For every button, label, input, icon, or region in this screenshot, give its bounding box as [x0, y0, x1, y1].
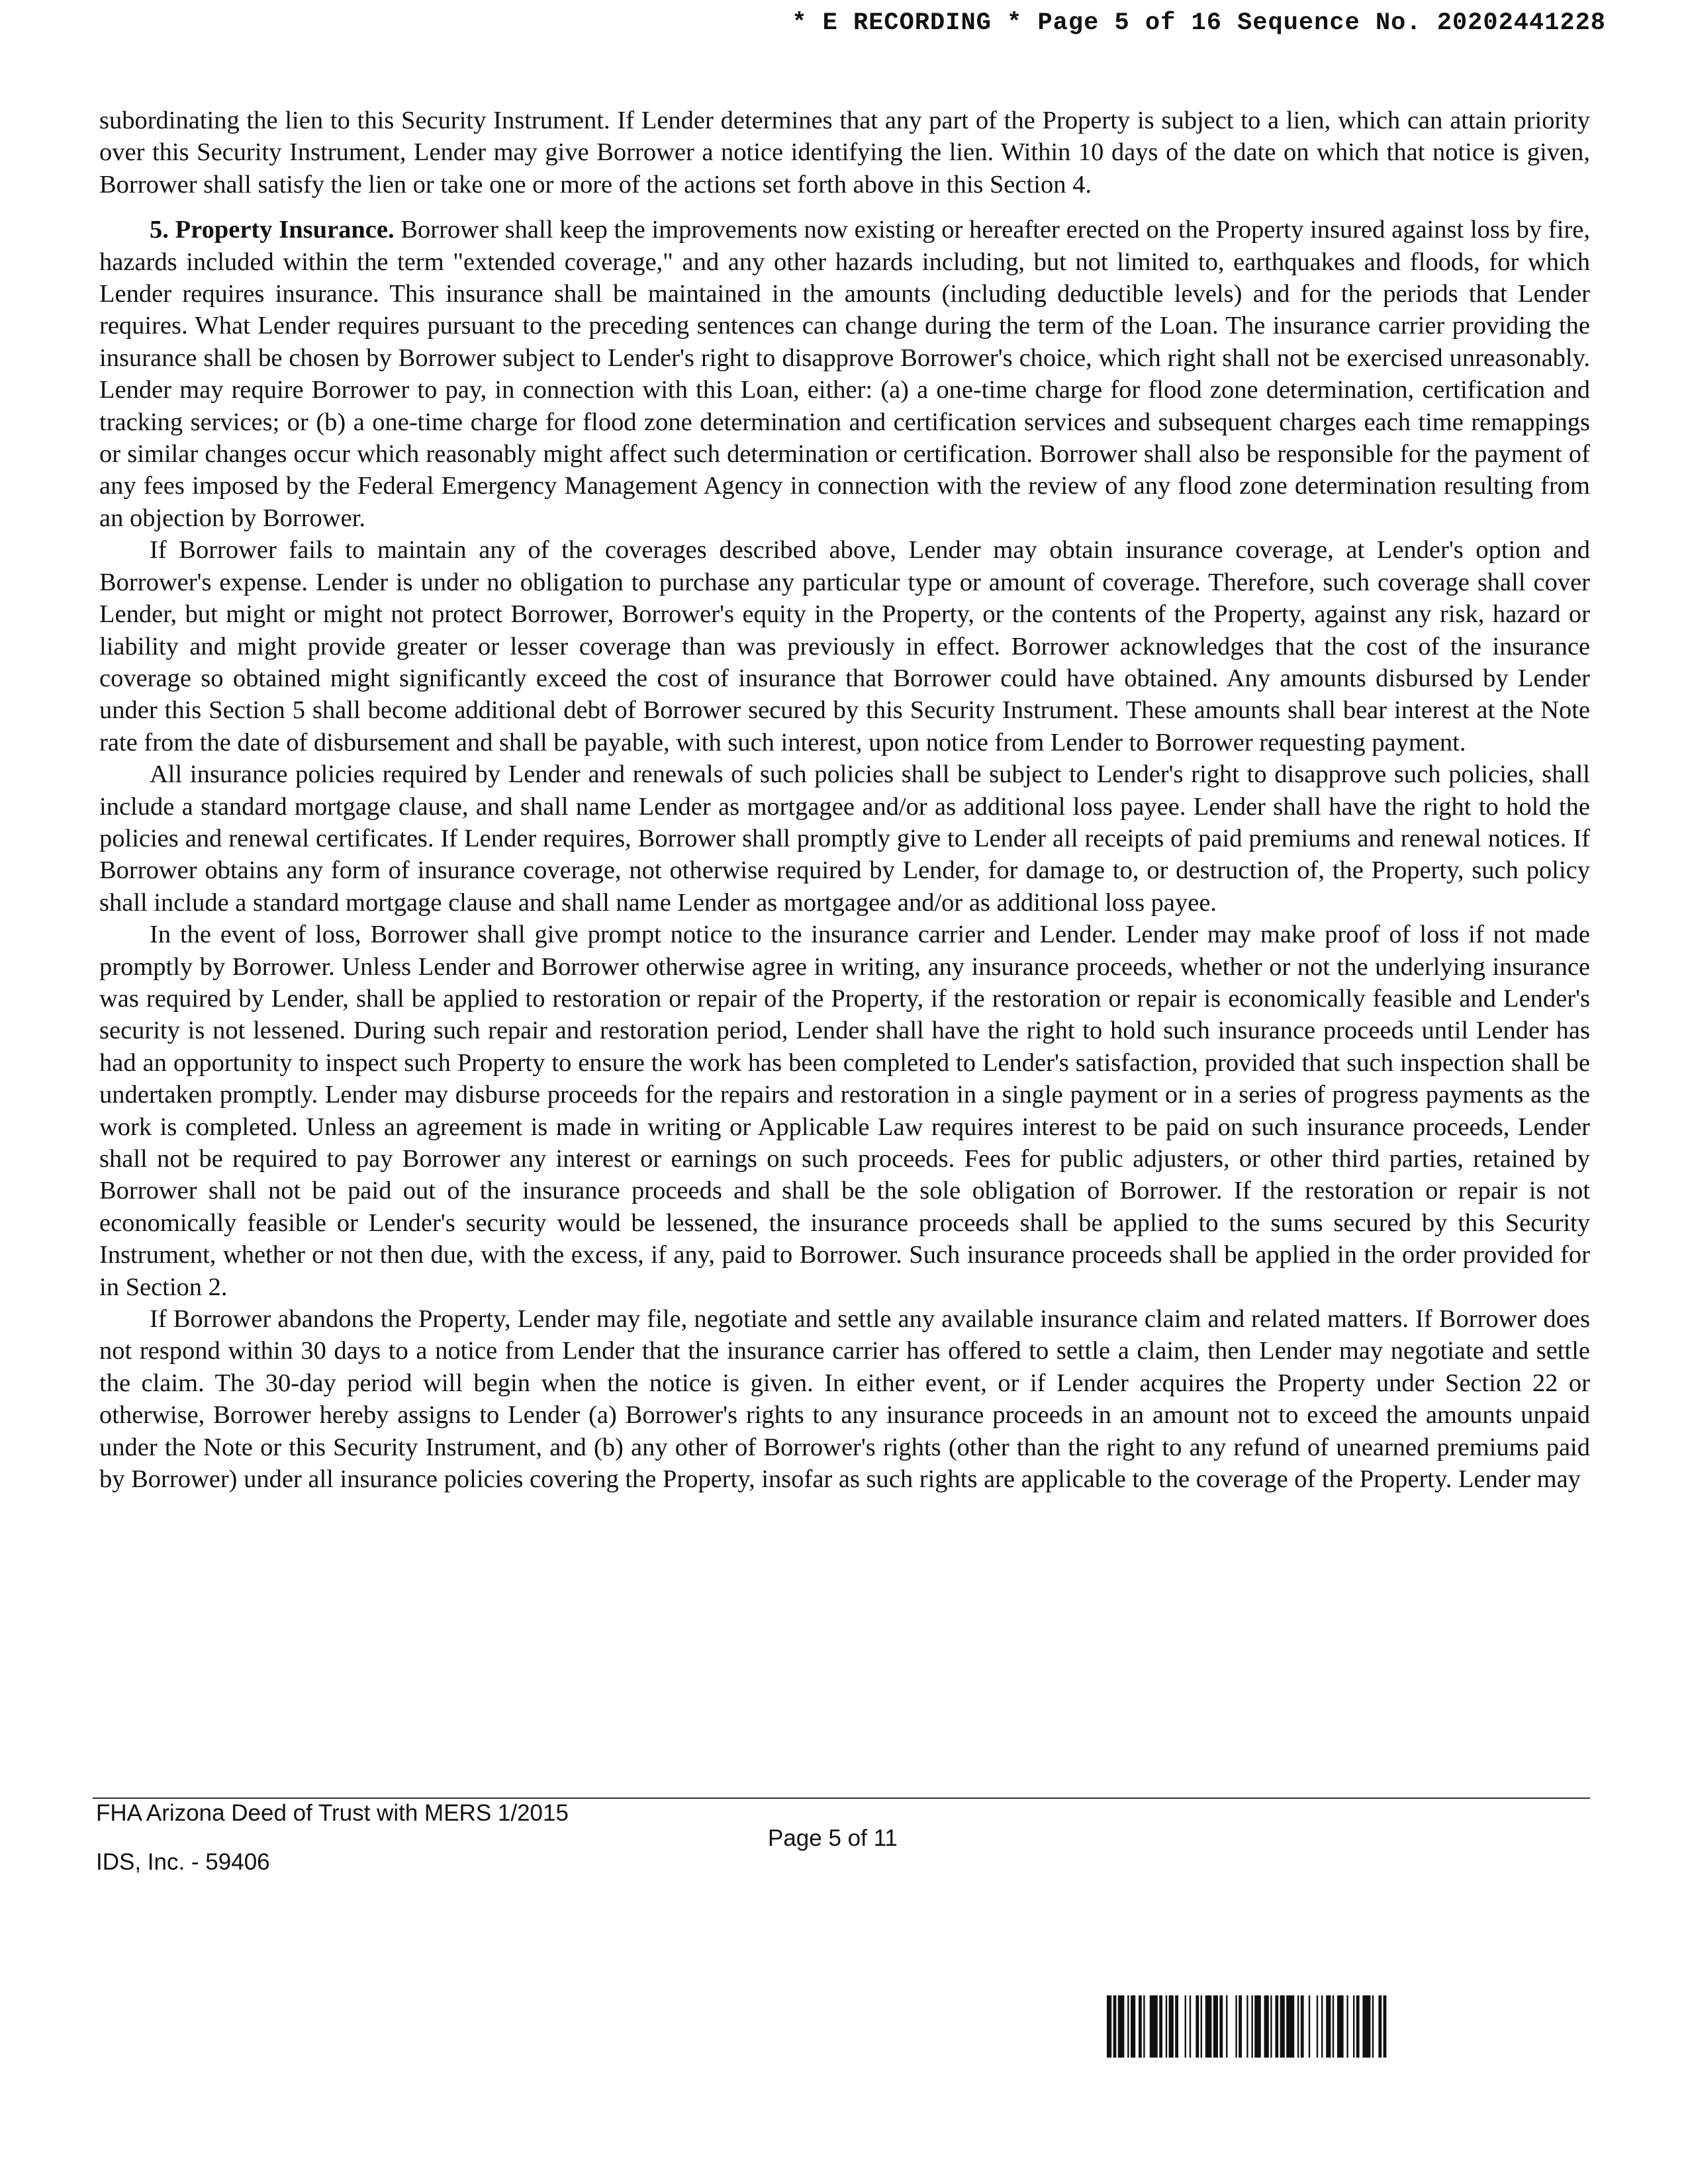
document-body — [99, 105, 1590, 1495]
footer-vendor: IDS, Inc. - 59406 — [96, 1849, 270, 1875]
footer-form-name: FHA Arizona Deed of Trust with MERS 1/2015 — [96, 1800, 569, 1826]
paragraph-lender-coverage: If Borrower fails to maintain any of the coverages described above, Lender may obtain insurance coverage, at Lender's option and Borrower's expense. Lender is under no obligation to purchase any particular type or amount of coverage. Therefore, such coverage shall cover Lender, but might or might not protect Borrower, Borrower's equity in the Property, or the contents of the Property, against any risk, hazard or liability and might provide greater or lesser coverage than was previously in effect. Borrower acknowledges that the cost of the insurance coverage so obtained might significantly exceed the cost of insurance that Borrower could have obtained. Any amounts disbursed by Lender under this Section 5 shall become additional debt of Borrower secured by this Security Instrument. These amounts shall bear interest at the Note rate from the date of disbursement and shall be payable, with such interest, upon notice from Lender to Borrower requesting payment. — [99, 536, 1590, 756]
paragraph-insurance-policies: All insurance policies required by Lender and renewals of such policies shall be subject to Lender's right to disapprove such policies, shall include a standard mortgage clause, and shall name Lender as mortgagee and/or as additional loss payee. Lender shall have the right to hold the policies and renewal certificates. If Lender requires, Borrower shall promptly give to Lender all receipts of paid premiums and renewal notices. If Borrower obtains any form of insurance coverage, not otherwise required by Lender, for damage to, or destruction of, the Property, such policy shall include a standard mortgage clause and shall name Lender as mortgagee and/or as additional loss payee. — [99, 760, 1590, 917]
footer-divider — [93, 1797, 1590, 1799]
section5-text: Borrower shall keep the improvements now existing or hereafter erected on the Property insured against loss by fire, hazards included within the term "extended coverage," and any other hazards including, but not limited to, earthquakes and floods, for which Lender requires insurance. This insurance shall be maintained in the amounts (including deductible levels) and for the periods that Lender requires. What Lender requires pursuant to the preceding sentences can change during the term of the Loan. The insurance carrier providing the insurance shall be chosen by Borrower subject to Lender's right to disapprove Borrower's choice, which right shall not be exercised unreasonably. Lender may require Borrower to pay, in connection with this Loan, either: (a) a one-time charge for flood zone determination, certification and tracking services; or (b) a one-time charge for flood zone determination and certification services and subsequent charges each time remappings or similar changes occur which reasonably might affect such determination or certification. Borrower shall also be responsible for the payment of any fees imposed by the Federal Emergency Management Agency in connection with the review of any flood zone determination resulting from an objection by Borrower. — [99, 216, 1590, 532]
recording-header: * E RECORDING * Page 5 of 16 Sequence No. 20202441228 — [792, 9, 1606, 37]
footer-page-number: Page 5 of 11 — [768, 1825, 898, 1851]
barcode-icon — [1107, 1995, 1583, 2058]
paragraph-event-of-loss: In the event of loss, Borrower shall give prompt notice to the insurance carrier and Lender. Lender may make proof of loss if not made promptly by Borrower. Unless Lender and Borrower otherwise agree in writing, any insurance proceeds, whether or not the underlying insurance was required by Lender, shall be applied to restoration or repair of the Property, if the restoration or repair is economically feasible and Lender's security is not lessened. During such repair and restoration period, Lender shall have the right to hold such insurance proceeds until Lender has had an opportunity to inspect such Property to ensure the work has been completed to Lender's satisfaction, provided that such inspection shall be undertaken promptly. Lender may disburse proceeds for the repairs and restoration in a single payment or in a series of progress payments as the work is completed. Unless an agreement is made in writing or Applicable Law requires interest to be paid on such insurance proceeds, Lender shall not be required to pay Borrower any interest or earnings on such proceeds. Fees for public adjusters, or other third parties, retained by Borrower shall not be paid out of the insurance proceeds and shall be the sole obligation of Borrower. If the restoration or repair is not economically feasible or Lender's security would be lessened, the insurance proceeds shall be applied to the sums secured by this Security Instrument, whether or not then due, with the excess, if any, paid to Borrower. Such insurance proceeds shall be applied in the order provided for in Section 2. — [99, 921, 1590, 1301]
paragraph-section4-end: subordinating the lien to this Security Instrument. If Lender determines that any part of the Property is subject to a lien, which can attain priority over this Security Instrument, Lender may give Borrower a notice identifying the lien. Within 10 days of the date on which that notice is given, Borrower shall satisfy the lien or take one or more of the actions set forth above in this Section 4. — [99, 107, 1590, 199]
section-title-property-insurance: 5. Property Insurance. — [150, 216, 395, 244]
paragraph-section5-intro — [99, 214, 1590, 534]
paragraph-abandonment: If Borrower abandons the Property, Lender may file, negotiate and settle any available insurance claim and related matters. If Borrower does not respond within 30 days to a notice from Lender that the insurance carrier has offered to settle a claim, then Lender may negotiate and settle the claim. The 30-day period will begin when the notice is given. In either event, or if Lender acquires the Property under Section 22 or otherwise, Borrower hereby assigns to Lender (a) Borrower's rights to any insurance proceeds in an amount not to exceed the amounts unpaid under the Note or this Security Instrument, and (b) any other of Borrower's rights (other than the right to any refund of unearned premiums paid by Borrower) under all insurance policies covering the Property, insofar as such rights are applicable to the coverage of the Property. Lender may — [99, 1305, 1590, 1494]
